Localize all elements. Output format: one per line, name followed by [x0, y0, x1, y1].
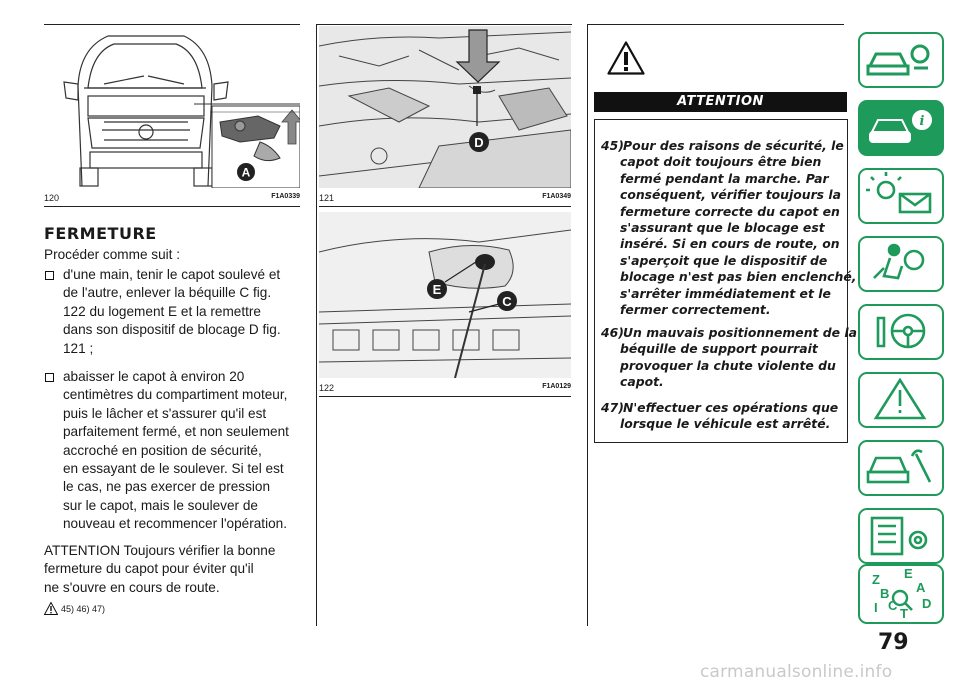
index-letter: E: [904, 566, 913, 581]
figure-121-caption: [319, 193, 571, 205]
right-column-top-rule: [587, 24, 844, 25]
airbag-passenger-icon: [860, 238, 940, 288]
index-letter: I: [874, 600, 878, 615]
middle-column-top-rule: [316, 24, 572, 25]
warning-item-number: 45): [601, 138, 624, 153]
attention-header: ATTENTION: [594, 92, 847, 112]
watermark: carmanualsonline.info: [700, 662, 893, 682]
section-title: FERMETURE: [44, 224, 157, 243]
tab-index[interactable]: [858, 564, 944, 624]
warning-triangle-icon: [860, 374, 940, 424]
figure-121-bottom-rule: [319, 206, 571, 207]
tab-technical-data[interactable]: [858, 508, 944, 564]
figure-121-engine-bay: [319, 26, 571, 188]
bullet-2-text: abaisser le capot à environ 20 centimètres du compartiment moteur, puis le lâcher et s'assurer qu'il est parfaitement fermé, et non seulement accroché en position de sécurité, en essayant de le soulever. Si tel est le cas, ne pas exercer de pression sur le capot, mais le soulever de nouveau et recommencer l'opération.: [63, 369, 289, 532]
tab-vehicle-overview[interactable]: [858, 32, 944, 88]
warning-item-text: N'effectuer ces opérations que lorsque le véhicule est arrêté.: [620, 400, 839, 432]
car-info-icon: [860, 102, 940, 152]
attention-note: ATTENTION Toujours vérifier la bonne fermeture du capot pour éviter qu'il ne s'ouvre en cours de route.: [44, 543, 276, 595]
tab-emergency[interactable]: [858, 372, 944, 428]
intro-text: Procéder comme suit :: [44, 247, 180, 262]
callout-e: E: [432, 282, 442, 297]
index-letter: A: [916, 580, 926, 595]
figure-122-hood-prop: [319, 212, 571, 378]
bullet-1-text: d'une main, tenir le capot soulevé et de l'autre, enlever la béquille C fig. 122 du logement E et la remettre dans son dispositif de blocage D fig. 121 ;: [63, 267, 281, 356]
figure-122-bottom-rule: [319, 396, 571, 397]
callout-d: D: [474, 135, 484, 150]
warning-item-number: 46): [601, 325, 624, 340]
figure-code: F1A0349: [542, 193, 571, 200]
figure-120-bottom-rule: [44, 206, 300, 207]
svg-text:i: i: [919, 114, 925, 129]
figure-number: 121: [319, 193, 335, 203]
tab-starting-driving[interactable]: [858, 304, 944, 360]
checkbox-bullet-1: [45, 271, 54, 280]
car-dashboard-icon: [860, 34, 940, 84]
document-gear-icon: [860, 510, 940, 560]
engine-bay-illustration: [319, 26, 571, 188]
warning-item-number: 47): [601, 400, 624, 415]
light-envelope-icon: [860, 170, 940, 220]
column-divider-2: [587, 24, 588, 626]
steering-wheel-icon: [860, 306, 940, 356]
index-letter: T: [900, 606, 908, 620]
figure-code: F1A0129: [542, 383, 571, 390]
callout-a: A: [241, 165, 251, 180]
hood-prop-illustration: [319, 212, 571, 378]
page-number: 79: [878, 630, 909, 655]
column-divider-1: [316, 24, 317, 626]
figure-number: 120: [44, 193, 60, 203]
index-letter: Z: [872, 572, 880, 587]
car-wrench-icon: [860, 442, 940, 492]
figure-code: F1A0339: [271, 193, 300, 200]
callout-c: C: [502, 294, 512, 309]
alphabet-index-icon: [860, 566, 940, 620]
tab-vehicle-info[interactable]: [858, 100, 944, 156]
warning-triangle-icon: [44, 602, 58, 615]
figure-120-van-front: [44, 26, 300, 188]
tab-lights-messages[interactable]: [858, 168, 944, 224]
index-letter: C: [888, 598, 898, 613]
warning-triangle-large-icon: [607, 41, 645, 75]
left-column-top-rule: [44, 24, 300, 25]
van-front-illustration: [44, 26, 300, 188]
index-letter: D: [922, 596, 932, 611]
warning-item-text: Un mauvais positionnement de la béquille de support pourrait provoquer la chute violente du capot.: [620, 325, 857, 390]
figure-120-caption: [44, 193, 300, 205]
warning-item-text: Pour des raisons de sécurité, le capot doit toujours être bien fermé pendant la marche. Par conséquent, vérifier toujours la fermeture correcte du capot en s'assurant que le blocage est inséré. Si en cours de route, on s'aperçoit que le dispositif de blocage n'est pas bien enclenché, s'arrêter immédiatement et le fermer correctement.: [620, 138, 857, 318]
tab-safety[interactable]: [858, 236, 944, 292]
tab-maintenance[interactable]: [858, 440, 944, 496]
figure-122-caption: [319, 383, 571, 395]
warning-refs-text: 45) 46) 47): [61, 604, 106, 614]
index-letter: B: [880, 586, 890, 601]
figure-number: 122: [319, 383, 335, 393]
checkbox-bullet-2: [45, 373, 54, 382]
